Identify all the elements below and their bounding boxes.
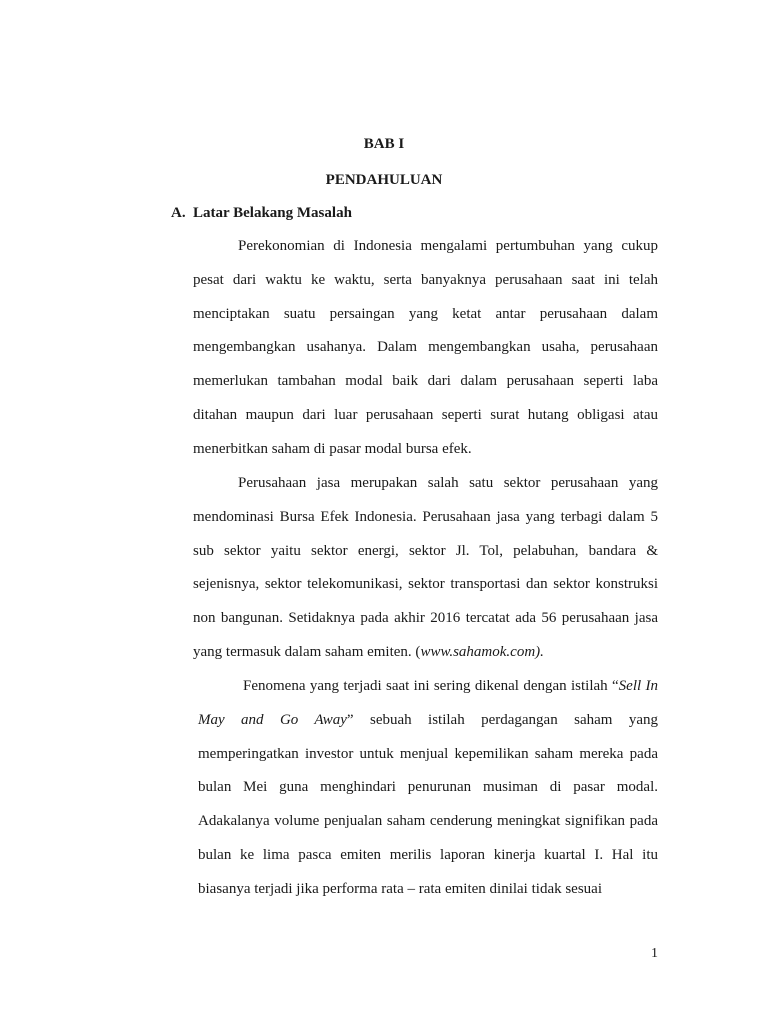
chapter-heading: BAB I [363,136,405,152]
citation-source: www.sahamok.com). [420,643,544,660]
section-number: A. [171,205,186,221]
paragraph-text: Fenomena yang terjadi saat ini sering dikenal dengan istilah “ [243,678,619,694]
page-number: 1 [651,946,658,961]
paragraph [193,230,658,467]
section-title: Latar Belakang Masalah [193,205,352,221]
paragraph-text: Perekonomian di Indonesia mengalami pertumbuhan yang cukup pesat dari waktu ke waktu, serta banyaknya perusahaan saat ini telah menciptakan suatu persaingan yang ketat antar perusahaan dalam mengembangkan usahanya. Dalam mengembangkan usaha, perusahaan memerlukan tambahan modal baik dari dalam perusahaan seperti laba ditahan maupun dari luar perusahaan seperti surat hutang obligasi atau menerbitkan saham di pasar modal bursa efek. [193,238,658,457]
chapter-title: PENDAHULUAN [325,172,443,188]
italic-term: Sell In May and Go Away [198,678,658,728]
section-heading [171,205,352,222]
paragraph-text: ” sebuah istilah perdagangan saham yang memperingatkan investor untuk menjual kepemilikan saham mereka pada bulan Mei guna menghindari penurunan musiman di pasar modal. Adakalanya volume penjualan saham cenderung meningkat signifikan pada bulan ke lima pasca emiten merilis laporan kinerja kuartal I. Hal itu biasanya terjadi jika performa rata – rata emiten dinilai tidak sesuai [198,711,658,897]
paragraph [198,670,658,907]
paragraph-text: Perusahaan jasa merupakan salah satu sektor perusahaan yang mendominasi Bursa Efek Indonesia. Perusahaan jasa yang terbagi dalam 5 sub sektor yaitu sektor energi, sektor Jl. Tol, pelabuhan, bandara & sejenisnya, sektor telekomunikasi, sektor transportasi dan sektor konstruksi non bangunan. Setidaknya pada akhir 2016 tercatat ada 56 perusahaan jasa yang termasuk dalam saham emiten. ( [193,475,658,660]
paragraph [193,467,658,670]
